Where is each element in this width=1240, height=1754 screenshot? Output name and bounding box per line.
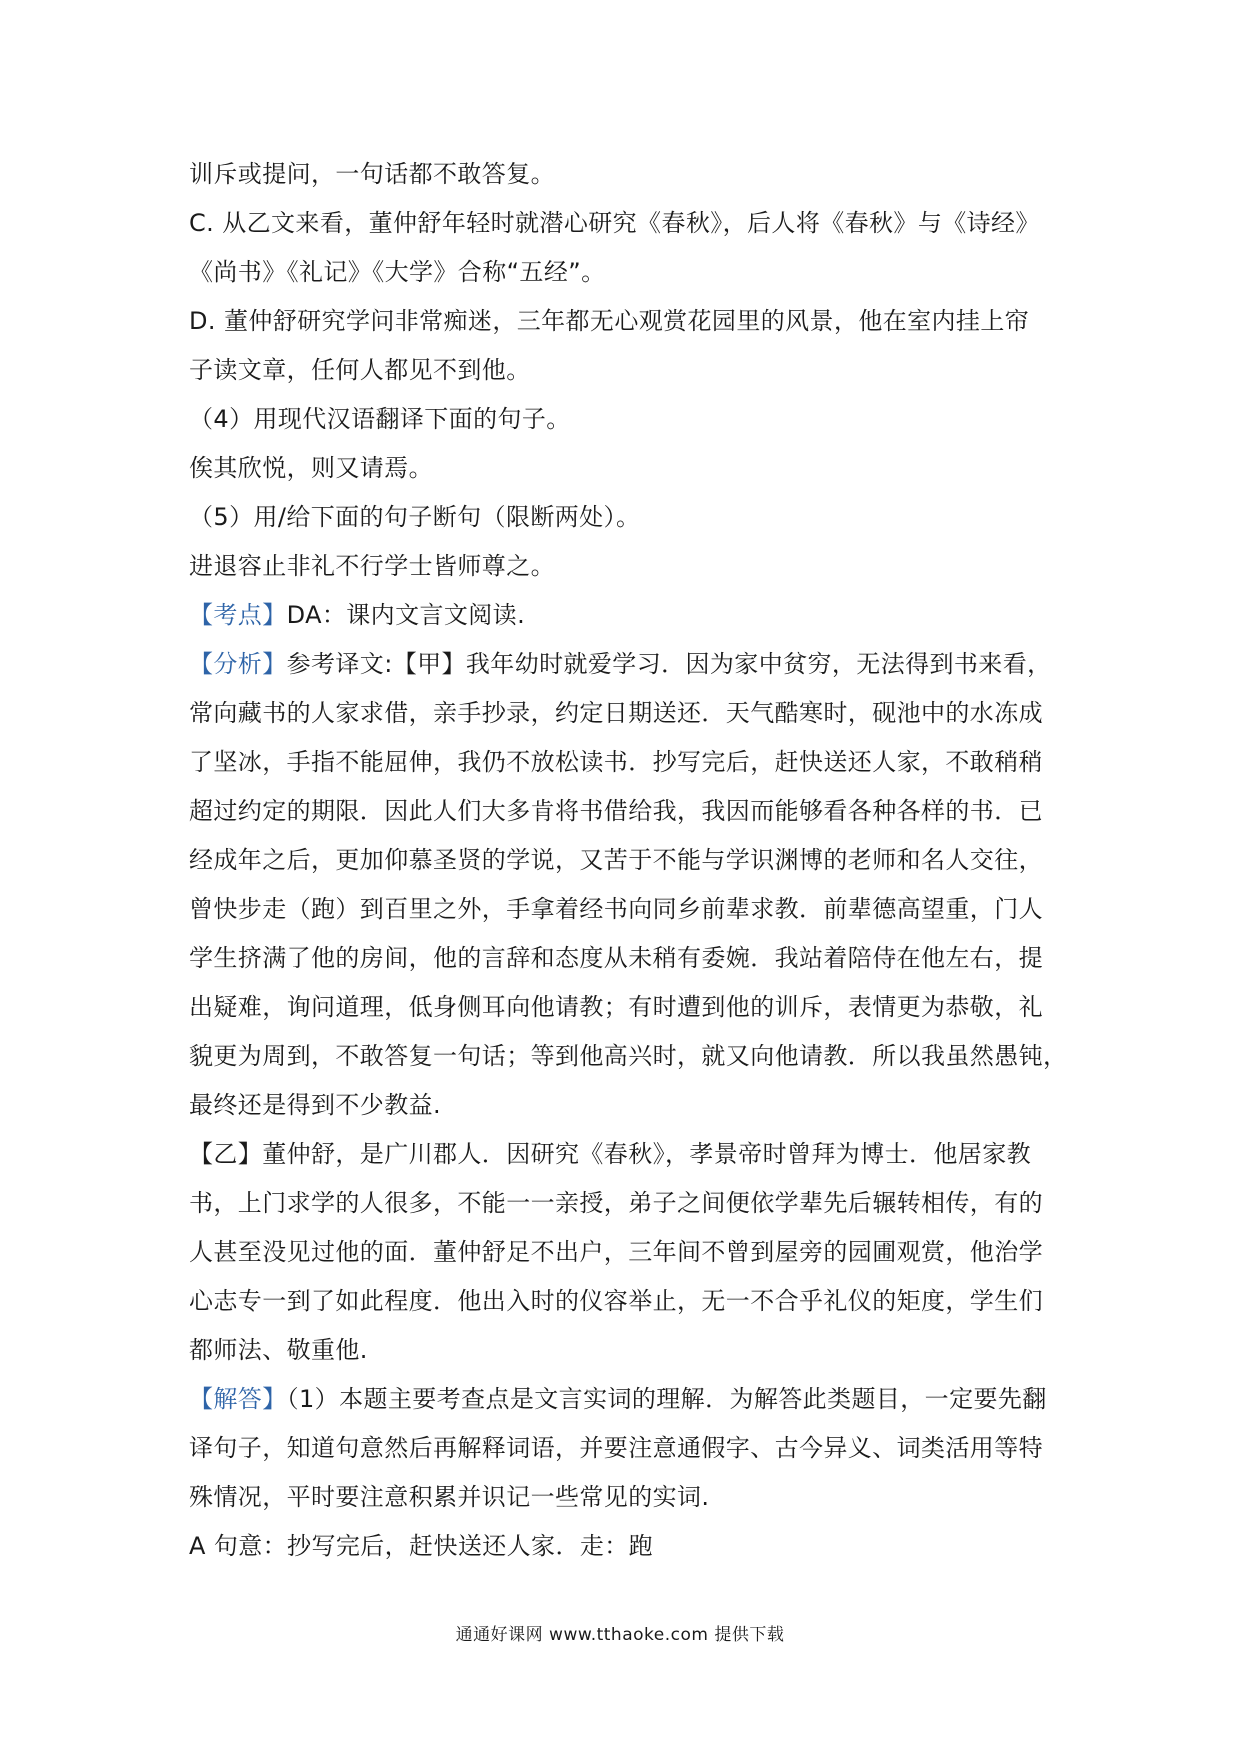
fenxi-first-text: 参考译文:【甲】我年幼时就爱学习．因为家中贫穷，无法得到书来看， — [286, 650, 1052, 678]
fenxi-line: 超过约定的期限．因此人们大多肯将书借给我，我因而能够看各种各样的书．已 — [189, 797, 1043, 825]
jieda-first-text: （1）本题主要考查点是文言实词的理解．为解答此类题目，一定要先翻 — [286, 1385, 1047, 1413]
yi-line: 人甚至没见过他的面．董仲舒足不出户，三年间不曾到屋旁的园圃观赏，他治学 — [189, 1238, 1043, 1266]
kaodian-text: DA：课内文言文阅读. — [286, 601, 526, 629]
fenxi-line: 曾快步走（跑）到百里之外，手拿着经书向同乡前辈求教．前辈德高望重，门人 — [189, 895, 1043, 923]
question-5: （5）用/给下面的句子断句（限断两处）。 — [189, 503, 641, 531]
question-4-sentence: 俟其欣悦，则又请焉。 — [189, 454, 433, 482]
document-body — [189, 150, 1068, 1571]
kaodian-line — [189, 591, 1059, 640]
jieda-line: 殊情况，平时要注意积累并识记一些常见的实词. — [189, 1483, 710, 1511]
option-c-line-1: C. 从乙文来看，董仲舒年轻时就潜心研究《春秋》，后人将《春秋》与《诗经》 — [189, 209, 1040, 237]
question-5-sentence: 进退容止非礼不行学士皆师尊之。 — [189, 552, 555, 580]
jieda-line: 译句子，知道句意然后再解释词语，并要注意通假字、古今异义、词类活用等特 — [189, 1434, 1043, 1462]
fenxi-tag: 【分析】 — [189, 650, 287, 678]
fenxi-line — [189, 640, 1059, 689]
yi-line: 【乙】董仲舒，是广川郡人．因研究《春秋》，孝景帝时曾拜为博士．他居家教 — [189, 1140, 1031, 1168]
option-d-line-2: 子读文章，任何人都见不到他。 — [189, 356, 531, 384]
jieda-line: A 句意：抄写完后，赶快送还人家．走：跑 — [189, 1532, 654, 1560]
fenxi-line: 学生挤满了他的房间，他的言辞和态度从未稍有委婉．我站着陪侍在他左右，提 — [189, 944, 1043, 972]
fenxi-line: 经成年之后，更加仰慕圣贤的学说，又苦于不能与学识渊博的老师和名人交往， — [189, 846, 1043, 874]
fenxi-line: 出疑难，询问道理，低身侧耳向他请教；有时遭到他的训斥，表情更为恭敬，礼 — [189, 993, 1043, 1021]
text-line: 训斥或提问，一句话都不敢答复。 — [189, 160, 555, 188]
fenxi-line: 常向藏书的人家求借，亲手抄录，约定日期送还．天气酷寒时，砚池中的水冻成 — [189, 699, 1043, 727]
option-d-line-1: D. 董仲舒研究学问非常痴迷，三年都无心观赏花园里的风景，他在室内挂上帘 — [189, 307, 1030, 335]
jieda-line — [189, 1375, 1059, 1424]
fenxi-line: 最终还是得到不少教益. — [189, 1091, 442, 1119]
yi-line: 书，上门求学的人很多，不能一一亲授，弟子之间便依学辈先后辗转相传，有的 — [189, 1189, 1043, 1217]
option-c-line-2: 《尚书》《礼记》《大学》合称“五经”。 — [189, 258, 606, 286]
question-4: （4）用现代汉语翻译下面的句子。 — [189, 405, 571, 433]
kaodian-tag: 【考点】 — [189, 601, 287, 629]
fenxi-line: 了坚冰，手指不能屈伸，我仍不放松读书．抄写完后，赶快送还人家，不敢稍稍 — [189, 748, 1043, 776]
yi-line: 心志专一到了如此程度．他出入时的仪容举止，无一不合乎礼仪的矩度，学生们 — [189, 1287, 1043, 1315]
page-footer: 通通好课网 www.tthaoke.com 提供下载 — [455, 1625, 785, 1645]
fenxi-line: 貌更为周到，不敢答复一句话；等到他高兴时，就又向他请教．所以我虽然愚钝， — [189, 1042, 1068, 1070]
yi-line: 都师法、敬重他. — [189, 1336, 368, 1364]
jieda-tag: 【解答】 — [189, 1385, 287, 1413]
